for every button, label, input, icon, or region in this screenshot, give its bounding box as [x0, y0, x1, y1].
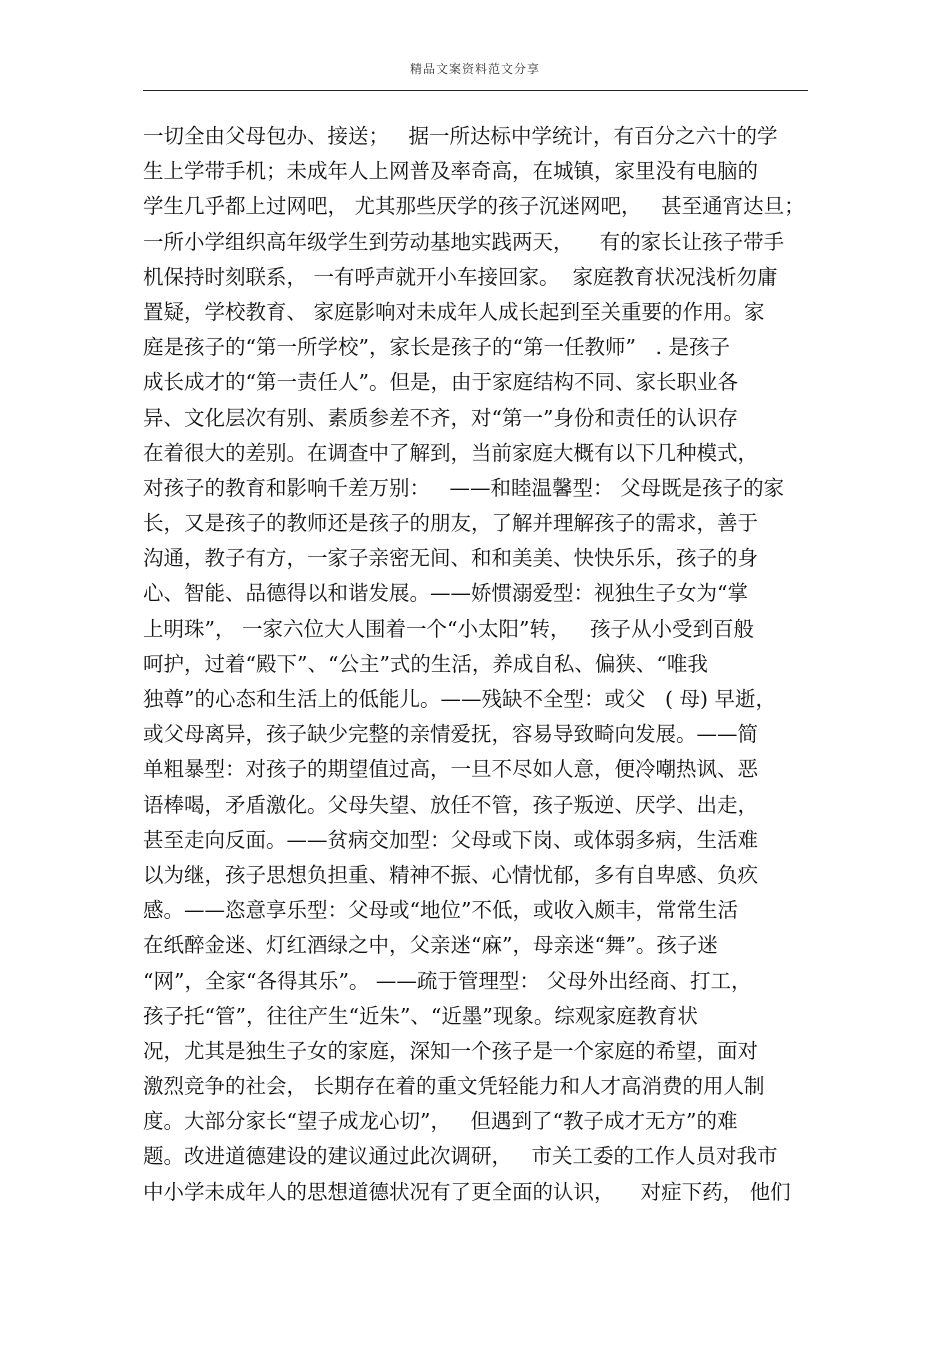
body-line: 沟通，教子有方，一家子亲密无间、和和美美、快快乐乐，孩子的身: [143, 546, 758, 571]
body-line: 在纸醉金迷、灯红酒绿之中，父亲迷“麻”，母亲迷“舞”。孩子迷: [143, 933, 718, 958]
body-line: “网”，全家“各得其乐”。 ——疏于管理型： 父母外出经商、打工，: [143, 968, 752, 993]
body-line: 呵护，过着“殿下”、“公主”式的生活，养成自私、偏狭、“唯我: [143, 651, 708, 676]
body-line: 一切全由父母包办、接送； 据一所达标中学统计，有百分之六十的学: [143, 124, 778, 148]
body-line: 成长成才的“第一责任人”。但是，由于家庭结构不同、家长职业各: [143, 370, 738, 395]
body-line: 或父母离异，孩子缺少完整的亲情爱抚，容易导致畸向发展。——简: [143, 722, 758, 747]
body-line: 一所小学组织高年级学生到劳动基地实践两天， 有的家长让孩子带手: [143, 229, 785, 254]
body-line: 生上学带手机；未成年人上网普及率奇高，在城镇，家里没有电脑的: [143, 159, 758, 184]
body-line: 况，尤其是独生子女的家庭，深知一个孩子是一个家庭的希望，面对: [143, 1038, 758, 1063]
body-line: 中小学未成年人的思想道德状况有了更全面的认识， 对症下药， 他们: [143, 1179, 791, 1204]
body-line: 激烈竞争的社会， 长期存在着的重文凭轻能力和人才高消费的用人制: [143, 1074, 765, 1099]
body-line: 心、智能、品德得以和谐发展。——娇惯溺爱型：视独生子女为“掌: [143, 581, 748, 606]
body-line: 度。大部分家长“望子成龙心切”， 但遇到了“教子成才无方”的难: [143, 1109, 738, 1134]
body-line: 异、文化层次有别、素质参差不齐，对“第一”身份和责任的认识存: [143, 405, 738, 430]
body-line: 以为继，孩子思想负担重、精神不振、心情忧郁，多有自卑感、负疚: [143, 862, 758, 887]
body-line: 长，又是孩子的教师还是孩子的朋友，了解并理解孩子的需求，善于: [143, 511, 758, 536]
body-line: 在着很大的差别。在调查中了解到，当前家庭大概有以下几种模式，: [143, 440, 758, 465]
document-body: [143, 119, 811, 1210]
body-line: 语棒喝，矛盾激化。父母失望、放任不管，孩子叛逆、厌学、出走，: [143, 792, 758, 817]
body-line: 单粗暴型：对孩子的期望值过高，一旦不尽如人意，便冷嘲热讽、恶: [143, 757, 758, 782]
header-divider: [143, 90, 808, 91]
body-line: 题。改进道德建设的建议通过此次调研， 市关工委的工作人员对我市: [143, 1144, 778, 1169]
page-header-title: 精品文案资料范文分享: [409, 62, 540, 76]
body-line: 感。——恣意享乐型：父母或“地位”不低，或收入颇丰，常常生活: [143, 898, 738, 923]
body-line: 上明珠”， 一家六位大人围着一个“小太阳”转， 孩子从小受到百般: [143, 616, 755, 641]
body-line: 对孩子的教育和影响千差万别： ——和睦温馨型： 父母既是孩子的家: [143, 475, 785, 500]
body-line: 甚至走向反面。——贫病交加型：父母或下岗、或体弱多病，生活难: [143, 827, 758, 852]
body-line: 机保持时刻联系， 一有呼声就开小车接回家。 家庭教育状况浅析勿庸: [143, 264, 778, 289]
body-line: 庭是孩子的“第一所学校”，家长是孩子的“第一任教师” . 是孩子: [143, 335, 731, 360]
body-line: 置疑，学校教育、 家庭影响对未成年人成长起到至关重要的作用。家: [143, 299, 765, 324]
body-line: 孩子托“管”，往往产生“近朱”、“近墨”现象。综观家庭教育状: [143, 1003, 698, 1028]
body-line: 学生几乎都上过网吧， 尤其那些厌学的孩子沉迷网吧， 甚至通宵达旦；: [143, 194, 805, 219]
body-line: 独尊”的心态和生活上的低能儿。——残缺不全型：或父 ( 母) 早逝，: [143, 687, 777, 711]
